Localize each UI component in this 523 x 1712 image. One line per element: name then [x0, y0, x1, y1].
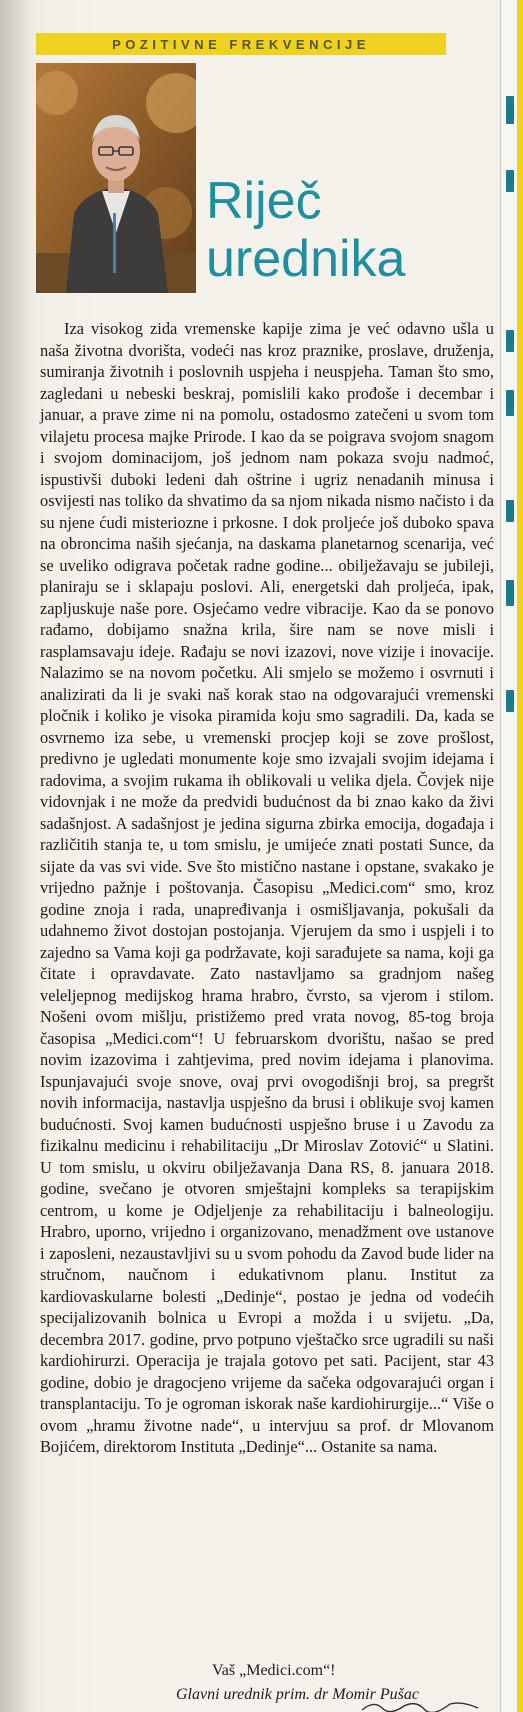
editor-signature-caption: Glavni urednik prim. dr Momir Pušac	[176, 1686, 419, 1703]
adjacent-page-fragment	[506, 690, 514, 712]
section-label: POZITIVNE FREKVENCIJE	[112, 36, 370, 52]
handwritten-signature	[360, 1698, 490, 1712]
section-header-bar	[36, 33, 446, 55]
page-gutter-shadow	[0, 0, 36, 1712]
adjacent-page-edge	[500, 0, 523, 1712]
closing-line: Vaš „Medici.com“!	[212, 1662, 336, 1679]
adjacent-page-fragment	[506, 580, 514, 606]
adjacent-page-fragment	[506, 96, 514, 124]
adjacent-page-accent-strip	[517, 0, 523, 1712]
editor-photo	[36, 63, 196, 293]
editorial-body: Iza visokog zida vremenske kapije zima je već odavno ušla u naša životna dvorišta, vodeći nas kroz praznike, proslave, druženja, sumiranja životnih i poslovnih uspjeha i neuspjeha. Taman što smo, zagledani u nebeski beskraj, pomislili kako prođoše i decembar i januar, a prave zime ni na pomolu, ostadosmo zatečeni u svom tom vilajetu procesa majke Prirode. I kao da se poigrava svojom snagom i svojom dominacijom, još jednom nam pokaza svoju nadmoć, ispustivši duboki ledeni dah oštrine i ugriz nenadanih minusa i osvijesti nas toliko da shvatimo da sa njom nikada nismo načisto i da su njene ćudi misteriozne i prkosne. I dok proljeće još duboko spava na obroncima naših sjećanja, na daskama planetarnog scenarija, već se uveliko odigrava početak radne godine... obilježavaju se jubileji, planiraju se i sklapaju poslovi. Ali, energetski dah proljeća, ipak, zapljuskuje naše pore. Osjećamo vedre vibracije. Kao da se ponovo rađamo, dobijamo snažna krila, šire nam se nove misli i rasplamsavaju ideje. Rađaju se novi izazovi, nove vizije i inovacije. Nalazimo se na novom početku. Ali smjelo se možemo i osvrnuti i analizirati da li je svaki naš korak stao na odgovarajući vremenski pločnik i koliko je visoka piramida koju smo sagradili. Da, kada se osvrnemo iza sebe, u vremenski procjep koji se zove prošlost, predivno je ugledati monumente koje smo izvajali svojim idejama i radovima, a svojim rukama ih oblikovali u velika djela. Čovjek nije vidovnjak i ne može da predvidi budućnost da bi znao kako da živi sadašnjost. A sadašnjost je jedina sigurna zbirka emocija, događaja i različitih stanja te, u tom smislu, je umijeće znati postati Sunce, da sijate da vas svi vide. Sve što mistično nastane i opstane, svakako je vrijedno pažnje i poštovanja. Časopisu „Medici.com“ smo, kroz godine znoja i rada, unapređivanja i osmišljavanja, pokušali da udahnemo život dostojan postojanja. Vjerujem da smo i uspjeli i to zajedno sa Vama koji ga podržavate, koji sarađujete sa nama, koji ga čitate i opravdavate. Zato nastavljamo sa gradnjom našeg veleljepnog medijskog hrama hrabro, čvrsto, sa vjerom i stilom. Nošeni ovom mišlju, pristižemo pred vrata novog, 85-tog broja časopisa „Medici.com“! U februarskom dvorištu, našao se pred novim izazovima i zahtjevima, pred novim idejama i planovima. Ispunjavajući svoje snove, ovaj prvi ovogodišnji broj, sa pregršt novih informacija, nastavlja uspješno da brusi i oblikuje svoj kamen budućnosti. Svoj kamen budućnosti uspješno bruse i u Zavodu za fizikalnu medicinu i rehabilitaciju „Dr Miroslav Zotović“ u Slatini. U tom smislu, u okviru obilježavanja Dana RS, 8. januara 2018. godine, svečano je otvoren smještajni kompleks sa terapijskim centrom, u kome je Odjeljenje za rehabilitaciju i balneologiju. Hrabro, uporno, vrijedno i organizovano, menadžment ove ustanove i zaposleni, nezaustavljivi su u svom pohodu da Zavod bude lider na stručnom, naučnom i edukativnom planu. Institut za kardiovaskularne bolesti „Dedinje“, postao je jedna od vodećih specijalizovanih bolnica u Evropi a možda i u svijetu. „Da, decembra 2017. godine, prvo potpuno vještačko srce ugradili su naši kardiohirurzi. Operacija je trajala gotovo pet sati. Pacijent, star 43 godine, dobio je dragocjeno vrijeme da sačeka odgovarajući organ i transplantaciju. To je ogroman iskorak naše kardiohirurgije...“ Više o ovom „hramu životne nade“, u intervjuu sa prof. dr Mlovanom Bojićem, direktorom Instituta „Dedinje“... Ostanite sa nama.	[40, 319, 494, 1456]
adjacent-page-fragment	[506, 390, 514, 416]
adjacent-page-fragment	[506, 500, 514, 522]
adjacent-page-fragment	[506, 170, 514, 192]
title-line-2: urednika	[206, 230, 406, 288]
adjacent-page-fragment	[506, 330, 514, 352]
title-line-1: Riječ	[206, 172, 322, 230]
editor-portrait-image	[36, 63, 196, 293]
page-title	[206, 172, 405, 288]
